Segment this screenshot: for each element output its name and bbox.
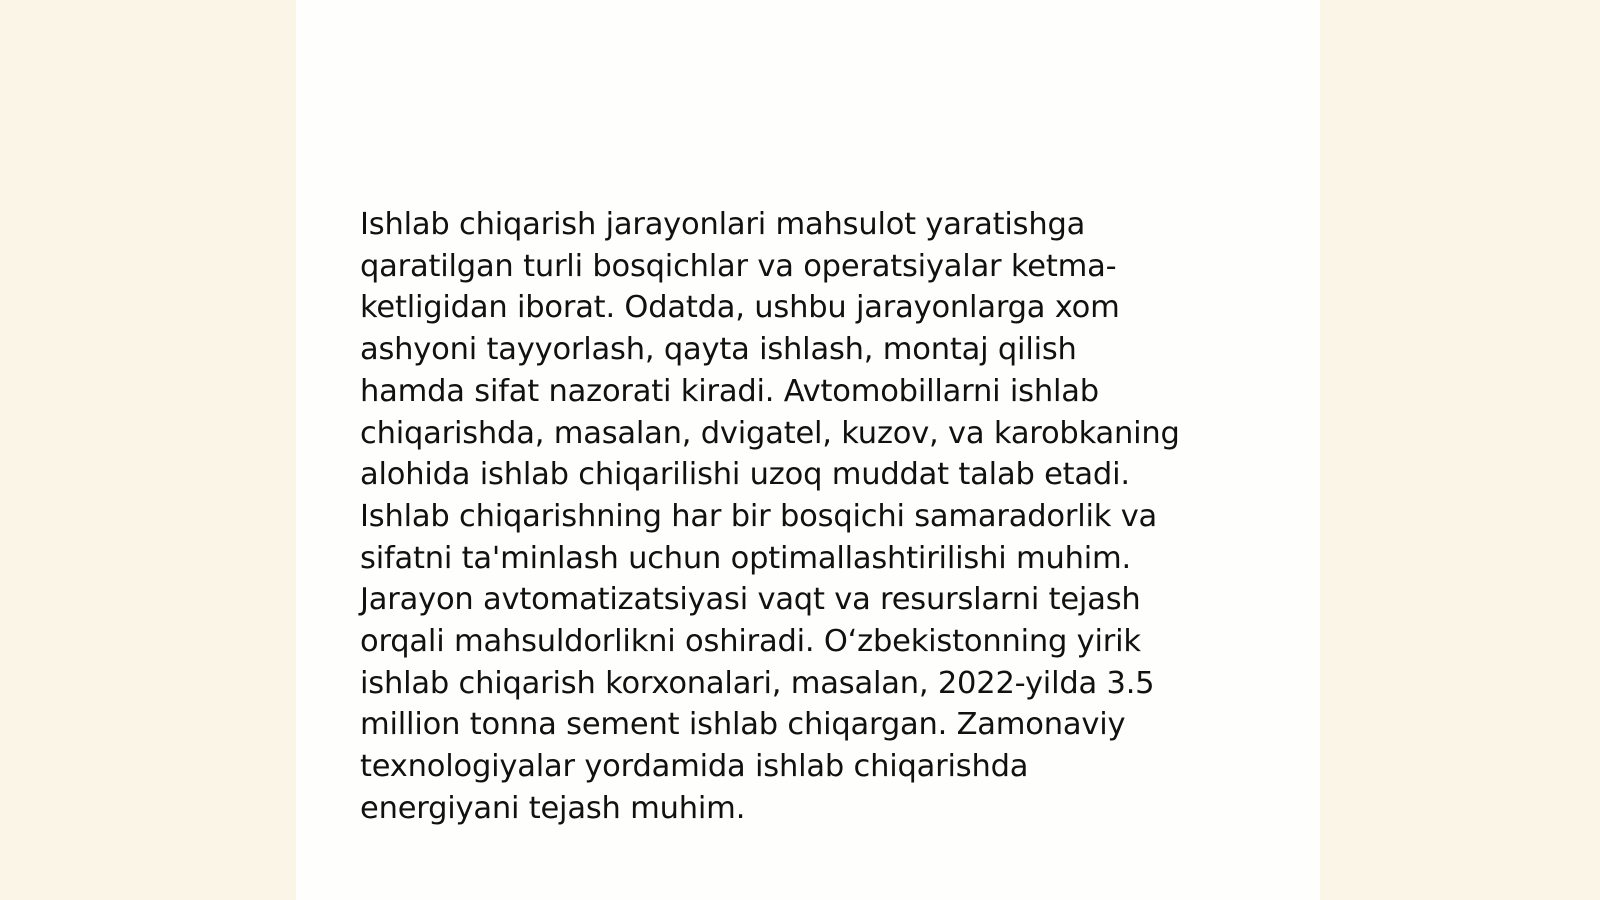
paragraph-line: energiyani tejash muhim. [360, 790, 746, 826]
paragraph-line: Ishlab chiqarish jarayonlari mahsulot yaratishga [360, 207, 1086, 242]
paragraph-line: ketligidan iborat. Odatda, ushbu jarayonlarga xom [360, 290, 1120, 326]
paragraph-line: qaratilgan turli bosqichlar va operatsiyalar ketma- [360, 248, 1117, 284]
paragraph-line: Ishlab chiqarishning har bir bosqichi samaradorlik va [360, 498, 1158, 534]
document-page [296, 0, 1320, 900]
paragraph-line: texnologiyalar yordamida ishlab chiqarishda [360, 749, 1029, 785]
paragraph-line: ashyoni tayyorlash, qayta ishlash, montaj qilish [360, 332, 1077, 368]
paragraph-line: million tonna sement ishlab chiqargan. Zamonaviy [360, 707, 1126, 743]
paragraph-line: Jarayon avtomatizatsiyasi vaqt va resurslarni tejash [360, 582, 1141, 618]
body-paragraph [360, 204, 1260, 830]
paragraph-line: sifatni ta'minlash uchun optimallashtirilishi muhim. [360, 540, 1132, 576]
paragraph-line: ishlab chiqarish korxonalari, masalan, 2022-yilda 3.5 [360, 665, 1155, 701]
paragraph-line: hamda sifat nazorati kiradi. Avtomobillarni ishlab [360, 373, 1099, 409]
paragraph-line: orqali mahsuldorlikni oshiradi. O‘zbekistonning yirik [360, 624, 1141, 660]
paragraph-line: chiqarishda, masalan, dvigatel, kuzov, va karobkaning [360, 415, 1180, 451]
paragraph-line: alohida ishlab chiqarilishi uzoq muddat talab etadi. [360, 457, 1130, 493]
